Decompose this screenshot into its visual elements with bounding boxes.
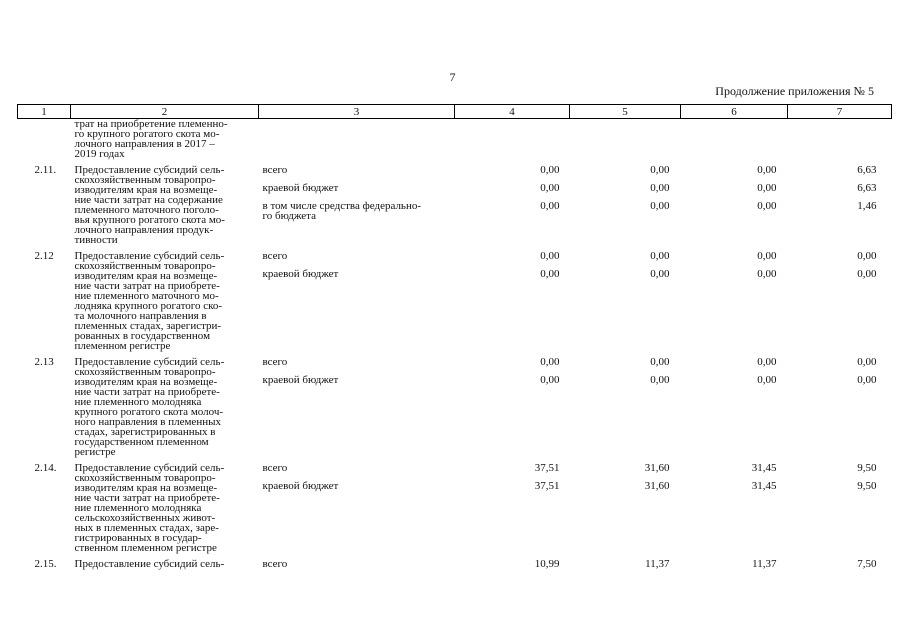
amount-value: 11,37 (752, 558, 777, 570)
amount-value: 0,00 (650, 356, 670, 368)
column-header-2: 2 (71, 105, 259, 119)
amount-value: 6,63 (857, 164, 877, 176)
description-line: ние племенного маточного мо- (74, 290, 219, 302)
gap-cell (570, 577, 681, 583)
amount-value: 31,45 (751, 480, 777, 492)
funding-source-label: краевой бюджет (262, 480, 339, 492)
amount-value: 31,60 (644, 480, 670, 492)
row-description (71, 559, 259, 577)
gap-cell (455, 577, 570, 583)
row-description (71, 165, 259, 245)
description-line: племенного маточного поголо- (74, 204, 219, 216)
amount-value: 0,00 (757, 374, 777, 386)
gap-cell (259, 577, 455, 583)
amount-value: 0,00 (757, 182, 777, 194)
funding-source-label-part: в том числе средства федерально- (262, 200, 421, 212)
row-gap (18, 577, 892, 583)
value-cell-v5 (570, 559, 681, 577)
description-line: Предоставление субсидий сель- (74, 558, 225, 570)
funding-source-label: краевой бюджет (262, 182, 339, 194)
table-row (18, 463, 892, 553)
amount-value: 0,00 (857, 250, 877, 262)
value-cell-v7 (788, 559, 892, 577)
description-line: ние части затрат на приобрете- (74, 386, 220, 398)
continuation-description (71, 119, 259, 160)
amount-value: 0,00 (540, 356, 560, 368)
amount-value: 0,00 (540, 200, 560, 212)
description-line: сельскохозяйственных живот- (74, 512, 216, 524)
row-description (71, 463, 259, 553)
column-header-1: 1 (18, 105, 71, 119)
description-line: 2019 годах (74, 148, 125, 160)
value-cell-v6 (681, 251, 788, 351)
gap-cell (788, 577, 892, 583)
description-line: лодняка крупного рогатого ско- (74, 300, 223, 312)
funding-source-cell (259, 357, 455, 457)
amount-value: 7,50 (857, 558, 877, 570)
table-row (18, 357, 892, 457)
amount-value: 0,00 (650, 200, 670, 212)
amount-value: 0,00 (650, 374, 670, 386)
amount-value: 0,00 (857, 356, 877, 368)
value-cell-v4 (455, 251, 570, 351)
description-line: стадах, зарегистрированных в (74, 426, 216, 438)
description-line: государственном племенном (74, 436, 209, 448)
row-description (71, 357, 259, 457)
gap-cell (18, 577, 71, 583)
value-cell-v5 (570, 251, 681, 351)
funding-source-cell (259, 165, 455, 245)
row-number: 2.11. (34, 164, 57, 176)
row-number: 2.14. (34, 462, 57, 474)
description-line: ние племенного молодняка (74, 502, 202, 514)
column-header-3: 3 (259, 105, 455, 119)
description-line: ние части затрат на содержание (74, 194, 223, 206)
value-cell-v6 (681, 165, 788, 245)
description-line: скохозяйственным товаропро- (74, 366, 216, 378)
description-line: рованных в государственном (74, 330, 211, 342)
description-line: Предоставление субсидий сель- (74, 164, 225, 176)
row-number-cell (18, 119, 71, 160)
value-cell-v6 (681, 559, 788, 577)
column-header-6: 6 (681, 105, 788, 119)
table-row (18, 251, 892, 351)
column-header-5: 5 (570, 105, 681, 119)
amount-value: 31,45 (751, 462, 777, 474)
description-line: ного направления в племенных (74, 416, 221, 428)
value-cell-v7 (788, 357, 892, 457)
description-line: ных в племенных стадах, заре- (74, 522, 219, 534)
amount-value: 0,00 (650, 268, 670, 280)
page-number: 7 (449, 70, 456, 84)
description-line: скохозяйственным товаропро- (74, 472, 216, 484)
description-line: ние части затрат на приобрете- (74, 280, 220, 292)
amount-value: 0,00 (650, 182, 670, 194)
description-line: племенном регистре (74, 340, 171, 352)
amount-value: 37,51 (534, 480, 560, 492)
description-line: ние части затрат на приобрете- (74, 492, 220, 504)
description-line: изводителям края на возмеще- (74, 270, 218, 282)
description-line: скохозяйственным товаропро- (74, 260, 216, 272)
amount-value: 37,51 (534, 462, 560, 474)
description-line: та молочного направления в (74, 310, 207, 322)
amount-value: 0,00 (757, 200, 777, 212)
funding-source-label: всего (262, 250, 288, 262)
description-line: ственном племенном регистре (74, 542, 217, 554)
value-cell-v4 (455, 559, 570, 577)
amount-value: 0,00 (857, 374, 877, 386)
description-line: лочного направления продук- (74, 224, 214, 236)
column-header-7: 7 (788, 105, 892, 119)
description-line: скохозяйственным товаропро- (74, 174, 216, 186)
table-row (18, 559, 892, 577)
funding-source-cell (259, 251, 455, 351)
funding-source-label (263, 201, 455, 221)
description-line: Предоставление субсидий сель- (74, 356, 225, 368)
amount-value: 0,00 (757, 250, 777, 262)
funding-source-label: всего (262, 462, 288, 474)
amount-value: 31,60 (644, 462, 670, 474)
value-cell-v4 (455, 463, 570, 553)
description-line: гистрированных в государ- (74, 532, 202, 544)
description-line: Предоставление субсидий сель- (74, 462, 225, 474)
table-header-row (18, 105, 892, 119)
description-line: лочного направления в 2017 – (74, 138, 215, 150)
amount-value: 11,37 (645, 558, 670, 570)
appendix-continuation-label: Продолжение приложения № 5 (715, 84, 874, 98)
funding-source-cell (259, 559, 455, 577)
funding-source-label: всего (262, 558, 288, 570)
value-cell-v7 (788, 463, 892, 553)
amount-value: 0,00 (757, 356, 777, 368)
value-cell-v4 (455, 165, 570, 245)
value-cell-v6 (681, 357, 788, 457)
description-line: ние племенного молодняка (74, 396, 202, 408)
column-header-4: 4 (455, 105, 570, 119)
row-number: 2.13 (34, 356, 54, 368)
description-line: го крупного рогатого скота мо- (74, 128, 220, 140)
amount-value: 0,00 (650, 164, 670, 176)
funding-source-label: краевой бюджет (262, 268, 339, 280)
value-cell-v6 (681, 463, 788, 553)
amount-value: 10,99 (534, 558, 560, 570)
amount-value: 0,00 (540, 374, 560, 386)
value-cell-v7 (788, 165, 892, 245)
value-cell-v5 (570, 165, 681, 245)
amount-value: 0,00 (757, 164, 777, 176)
funding-source-cell (259, 463, 455, 553)
amount-value: 9,50 (857, 480, 877, 492)
amount-value: 0,00 (857, 268, 877, 280)
amount-value: 1,46 (857, 200, 877, 212)
amount-value: 6,63 (857, 182, 877, 194)
value-cell-v7 (788, 251, 892, 351)
amount-value: 0,00 (540, 164, 560, 176)
continuation-row (18, 119, 892, 160)
row-number: 2.15. (34, 558, 57, 570)
funding-source-label: всего (262, 164, 288, 176)
gap-cell (71, 577, 259, 583)
value-cell-v4 (455, 357, 570, 457)
amount-value: 0,00 (540, 182, 560, 194)
amount-value: 0,00 (650, 250, 670, 262)
description-line: изводителям края на возмеще- (74, 376, 218, 388)
row-description (71, 251, 259, 351)
amount-value: 0,00 (757, 268, 777, 280)
description-line: регистре (74, 446, 116, 458)
description-line: вья крупного рогатого скота мо- (74, 214, 225, 226)
funding-source-label: всего (262, 356, 288, 368)
description-line: племенных стадах, зарегистри- (74, 320, 222, 332)
description-line: крупного рогатого скота молоч- (74, 406, 224, 418)
amount-value: 9,50 (857, 462, 877, 474)
table-body (18, 119, 892, 584)
value-cell-v5 (570, 463, 681, 553)
description-line: трат на приобретение племенно- (74, 118, 228, 130)
description-line: тивности (74, 234, 118, 246)
appendix-table (17, 104, 892, 583)
table-row (18, 165, 892, 245)
description-line: изводителям края на возмеще- (74, 184, 218, 196)
row-number: 2.12 (34, 250, 54, 262)
value-cell-v5 (570, 357, 681, 457)
description-line: Предоставление субсидий сель- (74, 250, 225, 262)
description-line: изводителям края на возмеще- (74, 482, 218, 494)
funding-source-label: краевой бюджет (262, 374, 339, 386)
amount-value: 0,00 (540, 268, 560, 280)
funding-source-label-part: го бюджета (262, 210, 317, 222)
gap-cell (681, 577, 788, 583)
amount-value: 0,00 (540, 250, 560, 262)
